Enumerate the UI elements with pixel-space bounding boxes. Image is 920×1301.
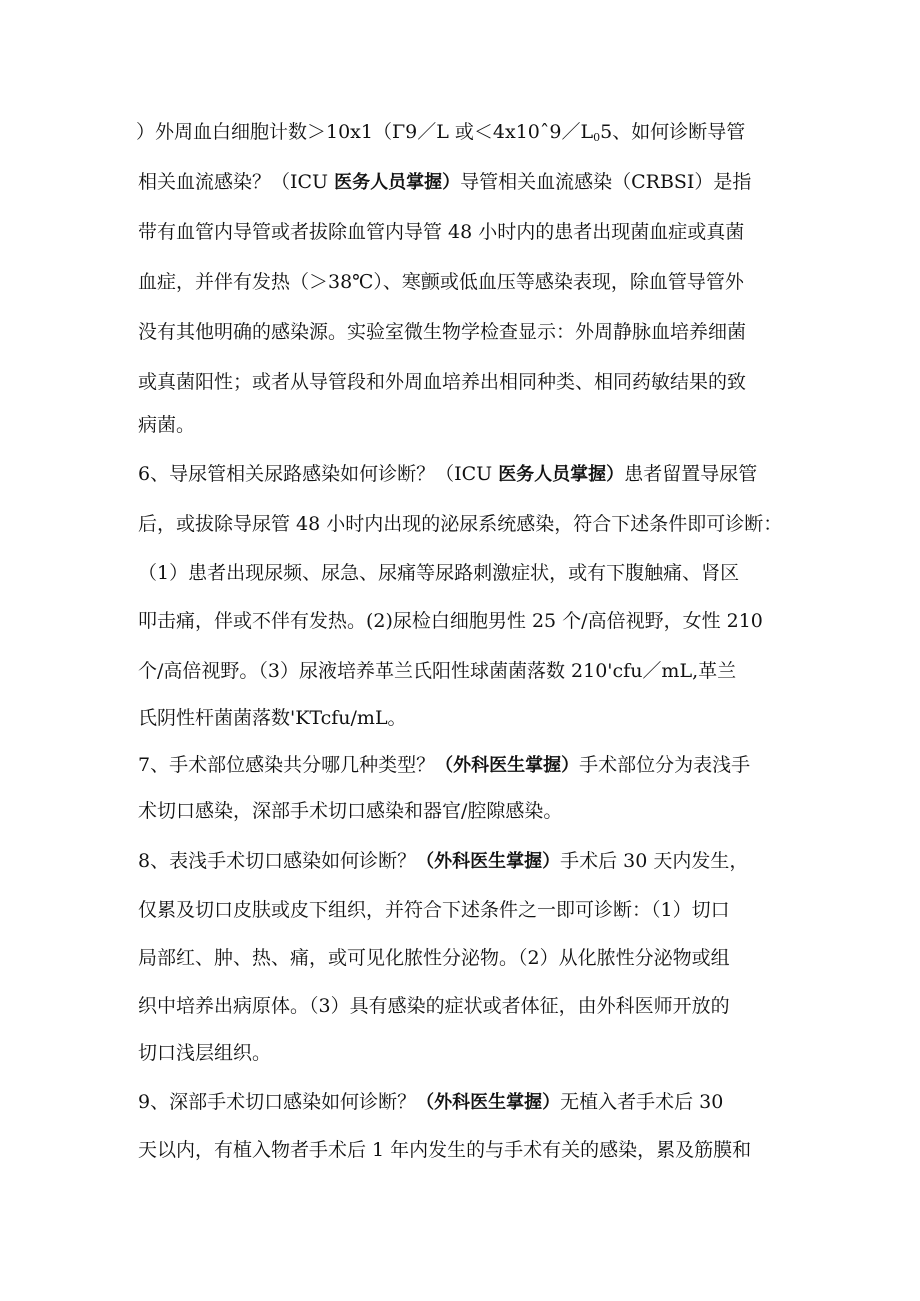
paragraph-5-line-6: 或真菌阳性；或者从导管段和外周血培养出相同种类、相同药敏结果的致 [138,371,747,393]
text-run: 8、表浅手术切口感染如何诊断？ [138,850,417,872]
text-run: 相关血流感染？（ICU [138,171,335,193]
paragraph-6-line-4: 叩击痛，伴或不伴有发热。(2)尿检白细胞男性 25 个/高倍视野，女性 210 [138,610,763,632]
paragraph-9-line-2: 天以内，有植入物者手术后 1 年内发生的与手术有关的感染，累及筋膜和 [138,1139,752,1161]
paragraph-7-line-2: 术切口感染，深部手术切口感染和器官/腔隙感染。 [138,800,563,822]
paragraph-8-line-4: 织中培养出病原体。（3）具有感染的症状或者体征，由外科医师开放的 [138,995,730,1017]
text-run: 手术后 30 天内发生， [560,850,749,872]
text-run: 患者留置导尿管 [624,463,758,485]
text-run: 7、手术部位感染共分哪几种类型？ [138,754,436,776]
text-run: 9、深部手术切口感染如何诊断？ [138,1091,417,1113]
bold-emphasis: 医务人员掌握） [498,464,625,485]
text-run: 导管相关血流感染（CRBSI）是指 [460,171,752,193]
paragraph-5-line-2 [138,170,798,195]
paragraph-6-line-1 [138,462,798,487]
text-run: ）外周血白细胞计数＞10x1（Γ9／L 或＜4x10ˆ9／L [136,121,594,143]
text-run: 5、如何诊断导管 [600,121,746,143]
paragraph-7-line-1 [138,753,798,778]
bold-emphasis: （外科医生掌握） [435,755,580,776]
bold-emphasis: 医务人员掌握） [334,172,461,193]
text-run: 6、导尿管相关尿路感染如何诊断？（ICU [138,463,499,485]
text-run: 手术部位分为表浅手 [579,754,751,776]
paragraph-5-line-3: 带有血管内导管或者拔除血管内导管 48 小时内的患者出现菌血症或真菌 [138,221,745,243]
paragraph-6-line-3: （1）患者出现尿频、尿急、尿痛等尿路刺激症状，或有下腹触痛、肾区 [138,562,740,584]
paragraph-5-line-1 [136,120,796,150]
paragraph-5-line-5: 没有其他明确的感染源。实验室微生物学检查显示：外周静脉血培养细菌 [138,321,747,343]
paragraph-6-line-5: 个/高倍视野。（3）尿液培养革兰氏阳性球菌菌落数 210'cfu／mL,革兰 [138,660,737,682]
bold-emphasis: （外科医生掌握） [416,1092,561,1113]
bold-emphasis: （外科医生掌握） [416,851,561,872]
paragraph-8-line-2: 仅累及切口皮肤或皮下组织，并符合下述条件之一即可诊断：（1）切口 [138,899,730,921]
paragraph-5-line-4: 血症，并伴有发热（＞38℃）、寒颤或低血压等感染表现，除血管导管外 [138,271,744,293]
paragraph-6-line-6: 氏阴性杆菌菌落数'KTcfu/mL。 [138,707,407,729]
paragraph-5-line-7: 病菌。 [138,414,196,436]
paragraph-8-line-1 [138,849,798,874]
paragraph-6-line-2: 后，或拔除导尿管 48 小时内出现的泌尿系统感染，符合下述条件即可诊断： [138,513,783,535]
text-run: 无植入者手术后 30 [560,1091,724,1113]
subscript: 0 [593,131,601,144]
paragraph-8-line-3: 局部红、肿、热、痛，或可见化脓性分泌物。（2）从化脓性分泌物或组 [138,947,730,969]
paragraph-9-line-1 [138,1090,798,1115]
paragraph-8-line-5: 切口浅层组织。 [138,1042,272,1064]
